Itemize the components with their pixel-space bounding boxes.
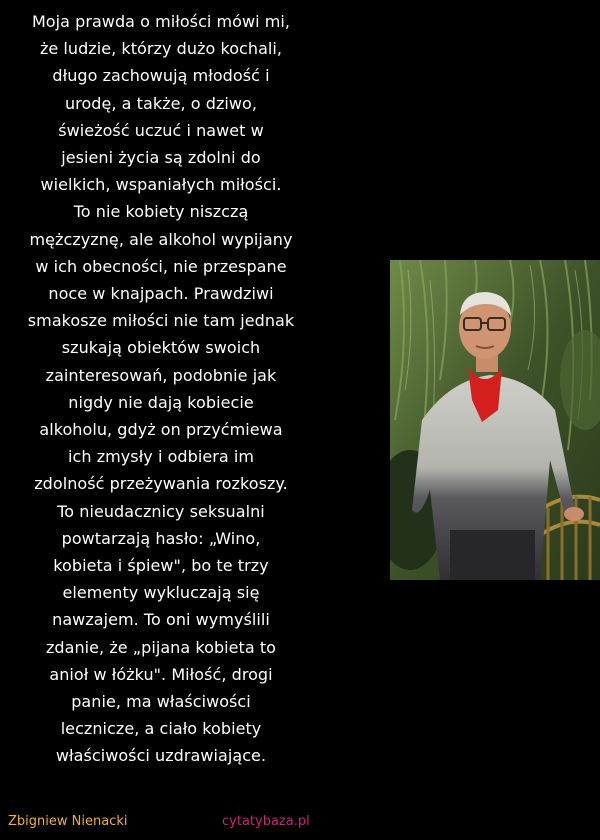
quote-line: zdanie, że „pijana kobieta to: [45, 637, 277, 657]
quote-line: kobieta i śpiew", bo te trzy: [53, 556, 269, 576]
quote-line: nawzajem. To oni wymyślili: [52, 610, 270, 630]
quote-line: zdolność przeżywania rozkoszy.: [34, 474, 288, 494]
quote-line: smakosze miłości nie tam jednak: [27, 311, 295, 331]
quote-line: w ich obecności, nie przespane: [35, 256, 287, 276]
quote-line: Moja prawda o miłości mówi mi,: [31, 12, 291, 31]
quote-line: urodę, a także, o dziwo,: [64, 93, 257, 113]
quote-line: świeżość uczuć i nawet w: [58, 120, 264, 140]
quote-line: alkoholu, gdyż on przyćmiewa: [39, 420, 283, 440]
quote-line: To nie kobiety niszczą: [73, 202, 249, 222]
quote-line: To nieudacznicy seksualni: [57, 501, 265, 521]
author-link[interactable]: Zbigniew Nienacki: [8, 814, 128, 829]
quote-text: [0, 8, 322, 770]
quote-line: panie, ma właściwości: [71, 692, 251, 712]
quote-line: właściwości uzdrawiające.: [55, 746, 267, 766]
quote-line: noce w knajpach. Prawdziwi: [48, 284, 274, 304]
site-link[interactable]: cytatybaza.pl: [222, 814, 310, 829]
quote-line: długo zachowują młodość i: [52, 66, 270, 86]
quote-line: powtarzają hasło: „Wino,: [61, 528, 261, 548]
footer: [0, 812, 600, 840]
quote-line: anioł w łóżku". Miłość, drogi: [49, 664, 273, 684]
quote-line: jesieni życia są zdolni do: [61, 148, 261, 168]
quote-line: szukają obiektów swoich: [61, 338, 261, 358]
author-photo: [390, 260, 600, 580]
quote-line: elementy wykluczają się: [62, 583, 260, 603]
quote-line: mężczyznę, ale alkohol wypijany: [29, 229, 293, 249]
quote-line: ich zmysły i odbiera im: [68, 447, 254, 467]
quote-line: zainteresowań, podobnie jak: [45, 365, 277, 385]
quote-line: lecznicze, a ciało kobiety: [60, 719, 262, 739]
quote-line: nigdy nie dają kobiecie: [68, 392, 254, 412]
quote-line: wielkich, wspaniałych miłości.: [40, 175, 282, 195]
quote-line: że ludzie, którzy dużo kochali,: [39, 39, 283, 59]
